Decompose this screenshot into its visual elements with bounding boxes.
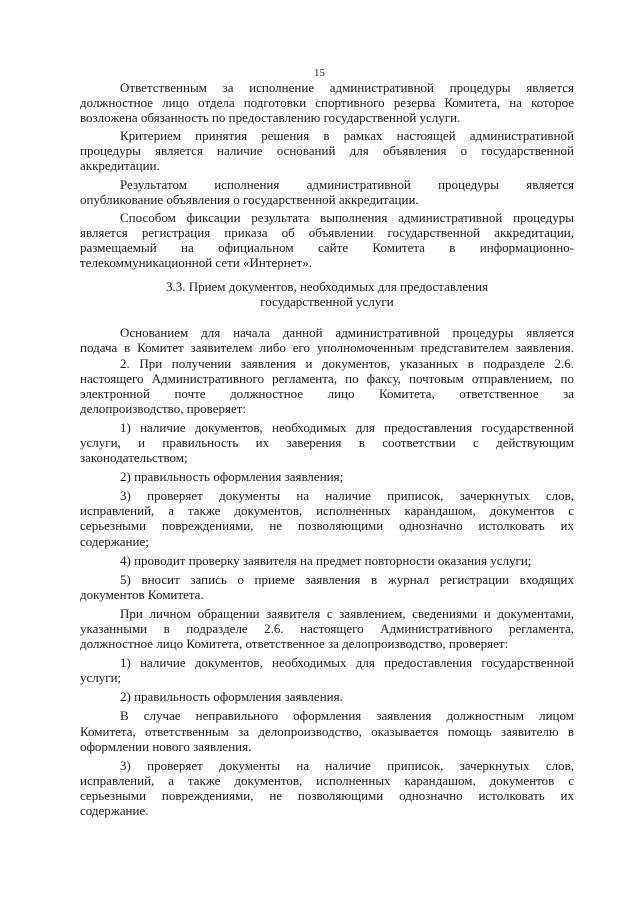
- text-line: Результатом исполнения административной процедуры является: [120, 176, 574, 192]
- text-line: оформлении нового заявления.: [80, 738, 252, 754]
- text-line: процедуры является наличие оснований для объявления о государственной: [80, 143, 574, 159]
- text-line: услуги;: [80, 670, 122, 686]
- paragraph: [80, 80, 574, 125]
- text-line: 3) проверяет документы на наличие приписок, зачеркнутых слов,: [120, 757, 574, 773]
- text-line: Ответственным за исполнение административной процедуры является: [120, 80, 574, 95]
- paragraph: [80, 606, 574, 651]
- text-line: телекоммуникационной сети «Интернет».: [80, 255, 312, 271]
- paragraph: [80, 553, 574, 568]
- page-number: 15: [314, 67, 325, 79]
- paragraph: [80, 210, 574, 270]
- text-line: исправлений, а также документов, исполненных карандашом, документов с: [80, 772, 574, 788]
- text-line: 3.3. Прием документов, необходимых для предоставления: [165, 279, 489, 295]
- text-line: 1) наличие документов, необходимых для предоставления государственной: [120, 419, 574, 435]
- text-line: содержание.: [80, 803, 149, 819]
- paragraph: [80, 488, 574, 548]
- text-line: 2) правильность оформления заявления.: [120, 689, 343, 705]
- text-line: 2. При получении заявления и документов, указанных в подразделе 2.6.: [120, 355, 574, 371]
- text-line: Критерием принятия решения в рамках настоящей административной: [120, 128, 574, 144]
- paragraph: [80, 356, 574, 416]
- text-line: документов Комитета.: [80, 586, 204, 602]
- paragraph: [80, 420, 574, 465]
- paragraph: [80, 572, 574, 602]
- paragraph: [80, 469, 574, 484]
- text-line: подача в Комитет заявителем либо его уполномоченным представителем заявления.: [80, 340, 574, 356]
- paragraph: [80, 708, 574, 753]
- text-line: государственной услуги: [260, 294, 394, 310]
- text-line: Основанием для начала данной административной процедуры является: [120, 325, 574, 341]
- text-line: является регистрация приказа об объявлении государственной аккредитации,: [80, 224, 574, 240]
- text-line: серьезными повреждениями, не позволяющими однозначно истолковать их: [80, 518, 574, 534]
- paragraph: [80, 177, 574, 207]
- paragraph: [80, 325, 574, 355]
- text-line: исправлений, а также документов, исполненных карандашом, документов с: [80, 503, 574, 519]
- text-line: законодательством;: [80, 450, 188, 466]
- text-line: 1) наличие документов, необходимых для предоставления государственной: [120, 655, 574, 671]
- text-line: делопроизводство, проверяет:: [80, 400, 247, 416]
- text-line: При личном обращении заявителя с заявлением, сведениями и документами,: [120, 605, 574, 621]
- text-line: серьезными повреждениями, не позволяющими однозначно истолковать их: [80, 787, 574, 803]
- text-line: опубликование объявления о государственной аккредитации.: [80, 191, 419, 207]
- text-line: 3) проверяет документы на наличие приписок, зачеркнутых слов,: [120, 488, 574, 504]
- text-line: 5) вносит запись о приеме заявления в журнал регистрации входящих: [120, 571, 574, 587]
- text-line: размещаемый на официальном сайте Комитета в информационно-: [80, 239, 574, 255]
- text-line: электронной почте должностное лицо Комитета, ответственное за: [80, 385, 574, 401]
- paragraph: [80, 655, 574, 685]
- text-line: Способом фиксации результата выполнения административной процедуры: [120, 209, 574, 225]
- text-line: содержание;: [80, 533, 149, 549]
- text-line: Комитета, ответственным за делопроизводство, оказывается помощь заявителю в: [80, 723, 574, 739]
- document-body: [80, 80, 574, 818]
- text-line: возложена обязанность по предоставлению государственной услуги.: [80, 110, 461, 126]
- text-line: должностное лицо Комитета, ответственное за делопроизводство, проверяет:: [80, 636, 509, 652]
- text-line: аккредитации.: [80, 158, 160, 174]
- paragraph: [80, 279, 574, 309]
- text-line: 2) правильность оформления заявления;: [120, 469, 344, 485]
- paragraph: [80, 689, 574, 704]
- paragraph: [80, 758, 574, 818]
- text-line: указанными в подразделе 2.6. настоящего Административного регламента,: [80, 621, 574, 636]
- text-line: В случае неправильного оформления заявления должностным лицом: [120, 708, 574, 724]
- text-line: услуги, и правильность их заверения в соответствии с действующим: [80, 434, 574, 450]
- text-line: 4) проводит проверку заявителя на предмет повторности оказания услуги;: [120, 552, 532, 568]
- text-line: должностное лицо отдела подготовки спортивного резерва Комитета, на которое: [80, 95, 574, 111]
- text-line: настоящего Административного регламента, по факсу, почтовым отправлением, по: [80, 370, 574, 386]
- paragraph: [80, 128, 574, 173]
